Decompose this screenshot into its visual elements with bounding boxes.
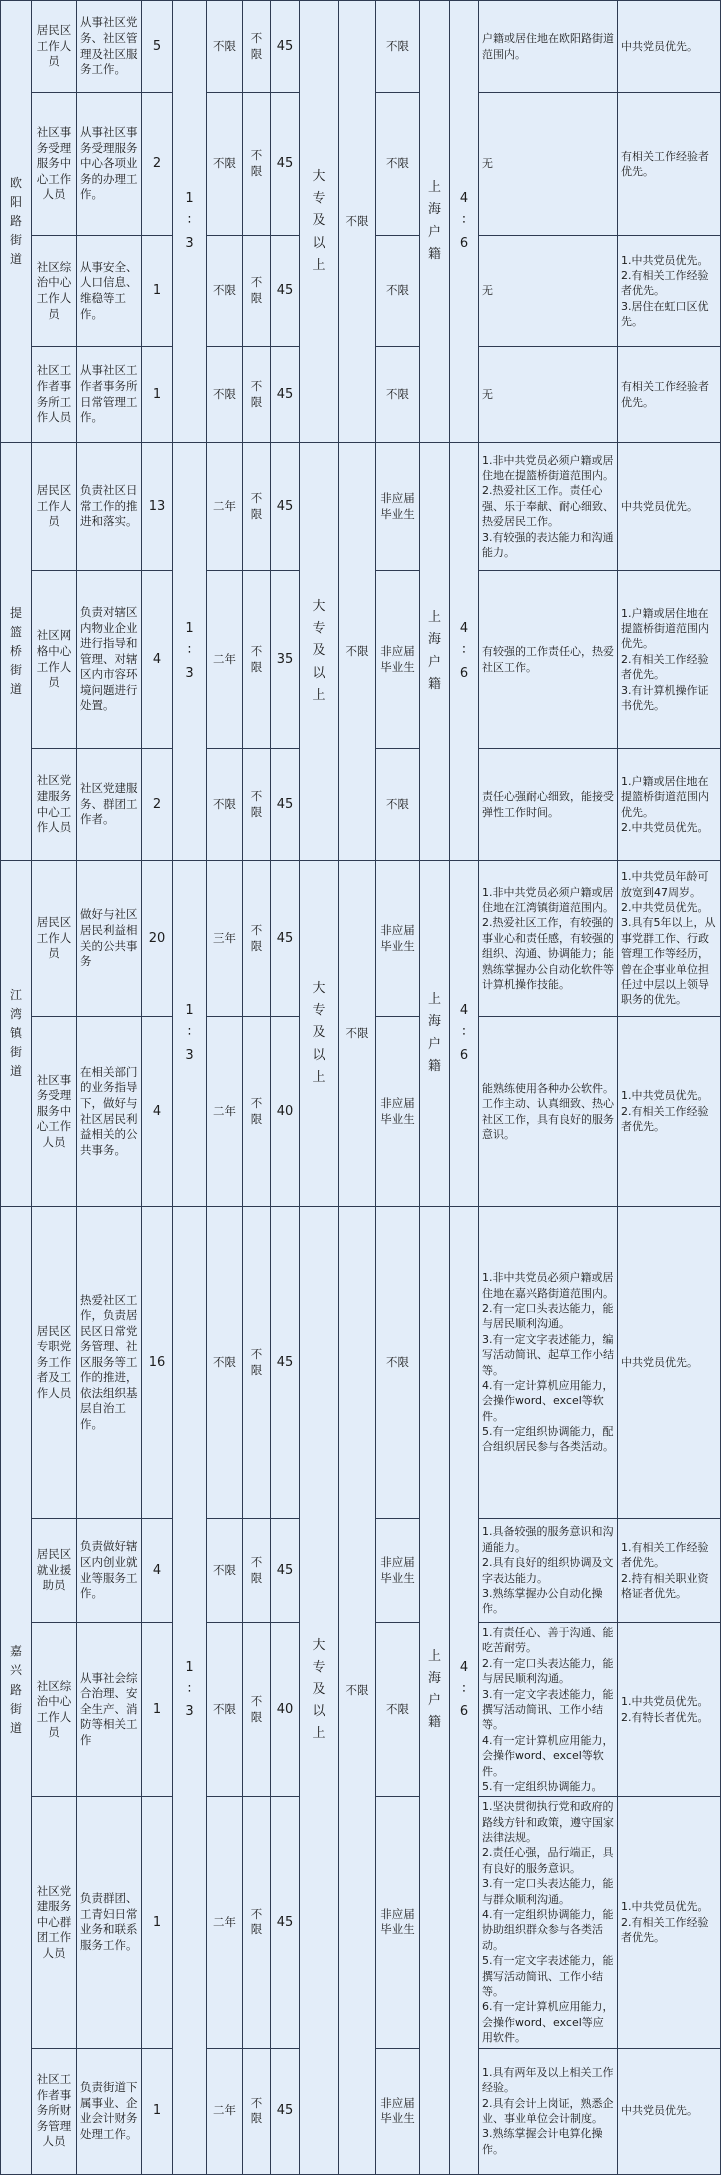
graduate-status: 非应届毕业生 — [376, 1797, 420, 2048]
household-registration: 上 海 户 籍 — [420, 443, 450, 861]
post-count: 4 — [142, 1017, 173, 1207]
post-name: 居民区专职党务工作者及工作人员 — [32, 1207, 77, 1519]
table-row — [1, 1, 721, 93]
gender-limit: 不限 — [243, 861, 271, 1017]
post-name: 社区党建服务中心工作人员 — [32, 749, 77, 861]
graduate-status: 不限 — [376, 1207, 420, 1519]
priority-conditions: 1.户籍或居住地在提篮桥街道范围内优先。 2.有相关工作经验者优先。 3.有计算机操作证书优先。 — [618, 571, 721, 749]
score-ratio: 4 ∶ 6 — [450, 1, 479, 443]
graduate-status: 不限 — [376, 749, 420, 861]
work-years: 不限 — [207, 1519, 243, 1623]
education: 大 专 及 以 上 — [300, 861, 339, 1207]
score-ratio: 4 ∶ 6 — [450, 443, 479, 861]
household-registration: 上 海 户 籍 — [420, 1207, 450, 2175]
gender-limit: 不限 — [243, 347, 271, 443]
gender-limit: 不限 — [243, 2048, 271, 2174]
requirements: 责任心强耐心细致，能接受弹性工作时间。 — [479, 749, 618, 861]
requirements: 无 — [479, 347, 618, 443]
post-duty: 负责群团、工青妇日常业务和联系服务工作。 — [77, 1797, 142, 2048]
priority-conditions: 1.中共党员年龄可放宽到47周岁。 2.中共党员优先。 3.具有5年以上，从事党群工作、行政管理工作等经历，曾在企事业单位担任过中层以上领导职务的优先。 — [618, 861, 721, 1017]
post-duty: 从事社区事务受理服务中心各项业务的办理工作。 — [77, 93, 142, 236]
gender-limit: 不限 — [243, 443, 271, 571]
priority-conditions: 有相关工作经验者优先。 — [618, 93, 721, 236]
work-years: 二年 — [207, 571, 243, 749]
post-duty: 做好与社区居民利益相关的公共事务 — [77, 861, 142, 1017]
post-name: 居民区就业援助员 — [32, 1519, 77, 1623]
requirements: 1.有责任心、善于沟通、能吃苦耐劳。 2.有一定口头表达能力，能与居民顺利沟通。 3.有一定文字表述能力，能撰写活动简讯、工作小结等。 4.有一定计算机应用能力，会操作word、excel等软件。 5.有一定组织协调能力。 — [479, 1623, 618, 1797]
work-years: 不限 — [207, 347, 243, 443]
graduate-status: 不限 — [376, 347, 420, 443]
gender-limit: 不限 — [243, 236, 271, 347]
work-years: 二年 — [207, 1797, 243, 2048]
post-name: 社区网格中心工作人员 — [32, 571, 77, 749]
degree: 不限 — [339, 1207, 376, 2175]
priority-conditions: 中共党员优先。 — [618, 443, 721, 571]
post-duty: 负责对辖区内物业企业进行指导和管理、对辖区内市容环境问题进行处置。 — [77, 571, 142, 749]
requirements: 1.具备较强的服务意识和沟通能力。 2.具有良好的组织协调及文字表达能力。 3.熟练掌握办公自动化操作。 — [479, 1519, 618, 1623]
post-name: 居民区工作人员 — [32, 443, 77, 571]
gender-limit: 不限 — [243, 1797, 271, 2048]
requirements: 有较强的工作责任心，热爱社区工作。 — [479, 571, 618, 749]
table-row — [1, 443, 721, 571]
age-limit: 45 — [271, 1207, 300, 1519]
work-years: 不限 — [207, 1207, 243, 1519]
age-limit: 45 — [271, 1, 300, 93]
priority-conditions: 1.中共党员优先。 2.有相关工作经验者优先。 — [618, 1797, 721, 2048]
priority-conditions: 中共党员优先。 — [618, 1, 721, 93]
household-registration: 上 海 户 籍 — [420, 1, 450, 443]
post-duty: 从事社区工作者事务所日常管理工作。 — [77, 347, 142, 443]
post-name: 社区工作者事务所工作人员 — [32, 347, 77, 443]
table-row — [1, 861, 721, 1017]
requirements: 无 — [479, 93, 618, 236]
gender-limit: 不限 — [243, 1519, 271, 1623]
table-row — [1, 1207, 721, 1519]
post-count: 2 — [142, 749, 173, 861]
work-years: 不限 — [207, 236, 243, 347]
age-limit: 45 — [271, 2048, 300, 2174]
priority-conditions: 1.户籍或居住地在提篮桥街道范围内优先。 2.中共党员优先。 — [618, 749, 721, 861]
work-years: 二年 — [207, 1017, 243, 1207]
post-name: 居民区工作人员 — [32, 1, 77, 93]
age-limit: 45 — [271, 749, 300, 861]
post-duty: 负责做好辖区内创业就业等服务工作。 — [77, 1519, 142, 1623]
work-years: 三年 — [207, 861, 243, 1017]
post-name: 社区工作者事务所财务管理人员 — [32, 2048, 77, 2174]
post-name: 居民区工作人员 — [32, 861, 77, 1017]
post-count: 2 — [142, 93, 173, 236]
age-limit: 40 — [271, 1623, 300, 1797]
post-name: 社区事务受理服务中心工作人员 — [32, 1017, 77, 1207]
work-years: 二年 — [207, 443, 243, 571]
priority-conditions: 1.中共党员优先。 2.有相关工作经验者优先。 — [618, 1017, 721, 1207]
age-limit: 45 — [271, 443, 300, 571]
requirements: 1.非中共党员必须户籍或居住地在提篮桥街道范围内。 2.热爱社区工作。责任心强、乐于奉献、耐心细致、热爱居民工作。 3.有较强的表达能力和沟通能力。 — [479, 443, 618, 571]
post-count: 1 — [142, 347, 173, 443]
age-limit: 45 — [271, 1797, 300, 2048]
gender-limit: 不限 — [243, 93, 271, 236]
post-duty: 在相关部门的业务指导下，做好与社区居民利益相关的公共事务。 — [77, 1017, 142, 1207]
degree: 不限 — [339, 1, 376, 443]
age-limit: 45 — [271, 1519, 300, 1623]
work-years: 不限 — [207, 749, 243, 861]
graduate-status: 非应届毕业生 — [376, 861, 420, 1017]
post-name: 社区事务受理服务中心工作人员 — [32, 93, 77, 236]
requirements: 能熟练使用各种办公软件。工作主动、认真细致、热心社区工作，具有良好的服务意识。 — [479, 1017, 618, 1207]
post-duty: 从事社区党务、社区管理及社区服务工作。 — [77, 1, 142, 93]
gender-limit: 不限 — [243, 1623, 271, 1797]
requirements: 1.坚决贯彻执行党和政府的路线方针和政策，遵守国家法律法规。 2.责任心强，品行端正，具有良好的服务意识。 3.有一定口头表达能力，能与群众顺利沟通。 4.有一定组织协调能力，能协助组织群众参与各类活动。 5.有一定文字表述能力，能撰写活动简讯、工作小结等。 6.有一定计算机应用能力，会操作word、excel等应用软件。 — [479, 1797, 618, 2048]
age-limit: 35 — [271, 571, 300, 749]
age-limit: 40 — [271, 1017, 300, 1207]
requirements: 1.非中共党员必须户籍或居住地在嘉兴路街道范围内。 2.有一定口头表达能力，能与居民顺利沟通。 3.有一定文字表述能力，编写活动简讯、起草工作小结等。 4.有一定计算机应用能力，会操作word、excel等软件。 5.有一定组织协调能力，配合组织居民参与各类活动。 — [479, 1207, 618, 1519]
graduate-status: 非应届毕业生 — [376, 2048, 420, 2174]
interview-ratio: 1 ∶ 3 — [173, 1207, 207, 2175]
street-name: 欧 阳 路 街 道 — [1, 1, 32, 443]
post-count: 1 — [142, 236, 173, 347]
work-years: 不限 — [207, 1, 243, 93]
household-registration: 上 海 户 籍 — [420, 861, 450, 1207]
age-limit: 45 — [271, 347, 300, 443]
interview-ratio: 1 ∶ 3 — [173, 861, 207, 1207]
post-count: 4 — [142, 571, 173, 749]
post-duty: 负责街道下属事业、企业会计财务处理工作。 — [77, 2048, 142, 2174]
priority-conditions: 1.中共党员优先。 2.有相关工作经验者优先。 3.居住在虹口区优先。 — [618, 236, 721, 347]
gender-limit: 不限 — [243, 1017, 271, 1207]
gender-limit: 不限 — [243, 749, 271, 861]
priority-conditions: 中共党员优先。 — [618, 2048, 721, 2174]
degree: 不限 — [339, 443, 376, 861]
priority-conditions: 1.中共党员优先。 2.有特长者优先。 — [618, 1623, 721, 1797]
work-years: 二年 — [207, 2048, 243, 2174]
priority-conditions: 中共党员优先。 — [618, 1207, 721, 1519]
requirements: 户籍或居住地在欧阳路街道范围内。 — [479, 1, 618, 93]
post-duty: 从事社会综合治理、安全生产、消防等相关工作 — [77, 1623, 142, 1797]
score-ratio: 4 ∶ 6 — [450, 861, 479, 1207]
post-count: 1 — [142, 2048, 173, 2174]
graduate-status: 不限 — [376, 1623, 420, 1797]
education: 大 专 及 以 上 — [300, 1207, 339, 2175]
post-count: 5 — [142, 1, 173, 93]
post-name: 社区综治中心工作人员 — [32, 1623, 77, 1797]
post-name: 社区综治中心工作人员 — [32, 236, 77, 347]
graduate-status: 不限 — [376, 236, 420, 347]
requirements: 1.具有两年及以上相关工作经验。 2.具有会计上岗证，熟悉企业、事业单位会计制度。 3.熟练掌握会计电算化操作。 — [479, 2048, 618, 2174]
requirements: 无 — [479, 236, 618, 347]
post-name: 社区党建服务中心群团工作人员 — [32, 1797, 77, 2048]
interview-ratio: 1 ∶ 3 — [173, 1, 207, 443]
post-duty: 从事安全、人口信息、维稳等工作。 — [77, 236, 142, 347]
graduate-status: 不限 — [376, 93, 420, 236]
graduate-status: 非应届毕业生 — [376, 571, 420, 749]
requirements: 1.非中共党员必须户籍或居住地在江湾镇街道范围内。 2.热爱社区工作，有较强的事业心和责任感，有较强的组织、沟通、协调能力；能熟练掌握办公自动化软件等计算机操作技能。 — [479, 861, 618, 1017]
street-name: 提 篮 桥 街 道 — [1, 443, 32, 861]
work-years: 不限 — [207, 93, 243, 236]
graduate-status: 不限 — [376, 1, 420, 93]
priority-conditions: 有相关工作经验者优先。 — [618, 347, 721, 443]
work-years: 不限 — [207, 1623, 243, 1797]
graduate-status: 非应届毕业生 — [376, 1017, 420, 1207]
post-count: 20 — [142, 861, 173, 1017]
education: 大 专 及 以 上 — [300, 1, 339, 443]
age-limit: 45 — [271, 236, 300, 347]
graduate-status: 非应届毕业生 — [376, 1519, 420, 1623]
post-count: 1 — [142, 1797, 173, 2048]
interview-ratio: 1 ∶ 3 — [173, 443, 207, 861]
post-duty: 社区党建服务、群团工作者。 — [77, 749, 142, 861]
post-count: 13 — [142, 443, 173, 571]
degree: 不限 — [339, 861, 376, 1207]
street-name: 嘉 兴 路 街 道 — [1, 1207, 32, 2175]
post-count: 1 — [142, 1623, 173, 1797]
post-duty: 热爱社区工作，负责居民区日常党务管理、社区服务等工作的推进，依法组织基层自治工作。 — [77, 1207, 142, 1519]
education: 大 专 及 以 上 — [300, 443, 339, 861]
gender-limit: 不限 — [243, 1, 271, 93]
age-limit: 45 — [271, 93, 300, 236]
score-ratio: 4 ∶ 6 — [450, 1207, 479, 2175]
age-limit: 45 — [271, 861, 300, 1017]
gender-limit: 不限 — [243, 571, 271, 749]
graduate-status: 非应届毕业生 — [376, 443, 420, 571]
post-count: 16 — [142, 1207, 173, 1519]
priority-conditions: 1.有相关工作经验者优先。 2.持有相关职业资格证者优先。 — [618, 1519, 721, 1623]
post-duty: 负责社区日常工作的推进和落实。 — [77, 443, 142, 571]
street-name: 江 湾 镇 街 道 — [1, 861, 32, 1207]
post-count: 4 — [142, 1519, 173, 1623]
gender-limit: 不限 — [243, 1207, 271, 1519]
